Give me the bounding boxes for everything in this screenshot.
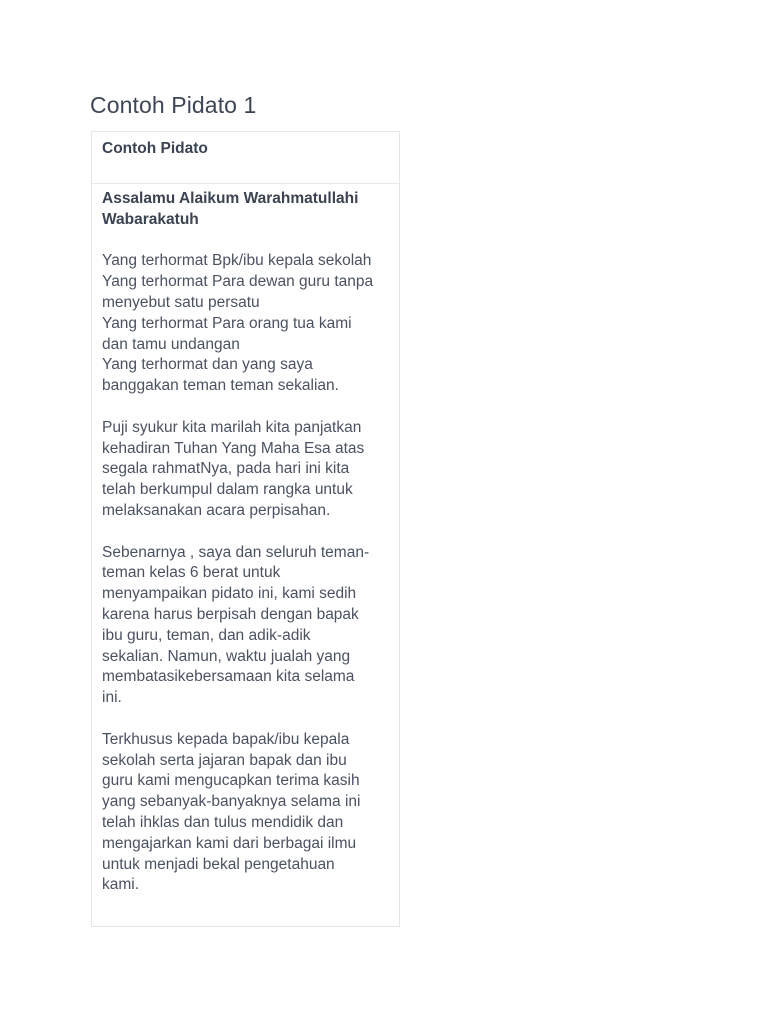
- paragraph-gratitude: [102, 418, 389, 522]
- greeting-line: Assalamu Alaikum Warahmatullahi: [102, 190, 359, 207]
- text-line: teman kelas 6 berat untuk: [102, 564, 281, 582]
- text-line: sekalian. Namun, waktu jualah yang: [102, 647, 351, 665]
- text-line: menyampaikan pidato ini, kami sedih: [102, 585, 357, 603]
- paragraph-farewell: [102, 543, 389, 709]
- text-line: kehadiran Tuhan Yang Maha Esa atas: [102, 439, 365, 457]
- text-line: Yang terhormat Bpk/ibu kepala sekolah: [102, 252, 372, 270]
- paragraph-thanks: [102, 730, 389, 896]
- text-line: melaksanakan acara perpisahan.: [102, 501, 331, 519]
- text-line: ini.: [102, 689, 122, 707]
- text-line: mengajarkan kami dari berbagai ilmu: [102, 834, 357, 852]
- text-line: kami.: [102, 876, 140, 894]
- page-title: Contoh Pidato 1: [90, 92, 257, 118]
- text-line: telah ihklas dan tulus mendidik dan: [102, 813, 344, 831]
- text-line: karena harus berpisah dengan bapak: [102, 605, 359, 623]
- text-line: menyebut satu persatu: [102, 293, 260, 311]
- text-line: banggakan teman teman sekalian.: [102, 377, 339, 395]
- paragraph-salutations: [102, 251, 389, 397]
- text-line: telah berkumpul dalam rangka untuk: [102, 481, 353, 499]
- document-body: [92, 184, 399, 896]
- document-heading: Contoh Pidato: [102, 140, 208, 157]
- text-line: sekolah serta jajaran bapak dan ibu: [102, 751, 347, 769]
- speech-document: [91, 131, 400, 927]
- text-line: yang sebanyak-banyaknya selama ini: [102, 793, 361, 811]
- text-line: ibu guru, teman, dan adik-adik: [102, 626, 311, 644]
- greeting: [102, 189, 389, 231]
- text-line: Sebenarnya , saya dan seluruh teman-: [102, 543, 370, 561]
- text-line: Yang terhormat Para dewan guru tanpa: [102, 273, 374, 291]
- text-line: Yang terhormat Para orang tua kami: [102, 314, 352, 332]
- text-line: untuk menjadi bekal pengetahuan: [102, 855, 335, 873]
- greeting-line: Wabarakatuh: [102, 210, 199, 228]
- document-header: [92, 132, 399, 184]
- text-line: segala rahmatNya, pada hari ini kita: [102, 460, 350, 478]
- text-line: membatasikebersamaan kita selama: [102, 668, 355, 686]
- text-line: Yang terhormat dan yang saya: [102, 356, 313, 374]
- text-line: guru kami mengucapkan terima kasih: [102, 772, 360, 790]
- text-line: dan tamu undangan: [102, 335, 240, 353]
- text-line: Terkhusus kepada bapak/ibu kepala: [102, 730, 350, 748]
- text-line: Puji syukur kita marilah kita panjatkan: [102, 418, 362, 436]
